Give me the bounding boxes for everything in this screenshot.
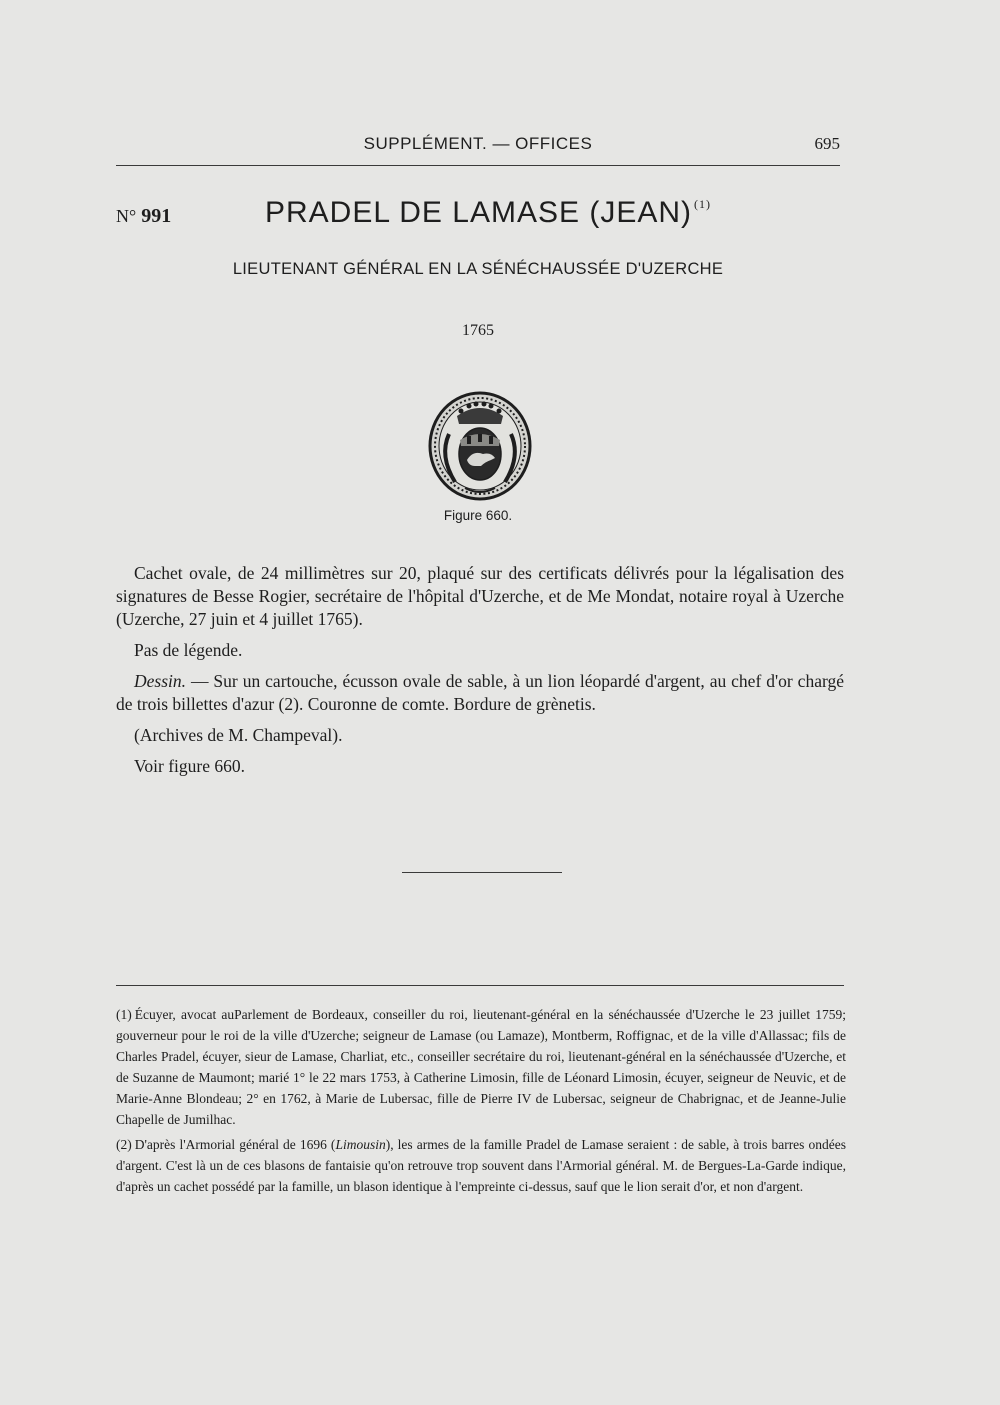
entry-number-prefix: N° xyxy=(116,206,137,226)
running-title: SUPPLÉMENT. — OFFICES xyxy=(363,134,593,153)
footnote-rule xyxy=(116,985,844,986)
section-end-rule xyxy=(402,872,562,873)
footnote-2 xyxy=(116,1134,846,1197)
entry-title xyxy=(265,196,711,230)
entry-description xyxy=(116,562,844,778)
description-paragraph: Cachet ovale, de 24 millimètres sur 20, plaqué sur des certificats délivrés pour la légalisation des signatures de Besse Rogier, secrétaire de l'hôpital d'Uzerche, et de Me Mondat, notaire royal à Uzerche (Uzerche, 27 juin et 4 juillet 1765). xyxy=(116,563,844,629)
footnote-2-italic: Limousin xyxy=(335,1137,386,1152)
footnote-1-mark: (1) xyxy=(116,1007,132,1022)
entry-subtitle: LIEUTENANT GÉNÉRAL EN LA SÉNÉCHAUSSÉE D'UZERCHE xyxy=(232,260,724,278)
header-rule xyxy=(116,165,840,166)
figure-caption: Figure 660. xyxy=(443,508,513,523)
entry-title-text: PRADEL DE LAMASE (JEAN) xyxy=(265,196,692,229)
source-note: (Archives de M. Champeval). xyxy=(134,725,343,745)
page-number: 695 xyxy=(814,134,840,153)
design-text: — Sur un cartouche, écusson ovale de sable, à un lion léopardé d'argent, au chef d'or chargé de trois billettes d'azur (2). Couronne de comte. Bordure de grènetis. xyxy=(116,671,844,714)
footnote-1 xyxy=(116,1004,846,1130)
entry-number-value: 991 xyxy=(141,205,172,227)
footnote-2-text-end: ), les armes de la famille Pradel de Lamase seraient : de sable, à trois barres ondées d'argent. C'est là un de ces blasons de fantaisie qu'on retrouve trop souvent dans l'Armorial général. M. de Bergues-La-Garde indique, d'après un cachet possédé par la famille, un blason identique à l'empreinte ci-dessus, sauf que le lion serait d'or, et non d'argent. xyxy=(116,1137,846,1194)
design-paragraph xyxy=(116,670,844,716)
legend-note: Pas de légende. xyxy=(134,640,243,660)
footnote-2-mark: (2) xyxy=(116,1137,132,1152)
footnote-1-text: Écuyer, avocat auParlement de Bordeaux, conseiller du roi, lieutenant-général en la sénéchaussée d'Uzerche le 23 juillet 1759; gouverneur pour le roi de la ville d'Uzerche; seigneur de Lamase (ou Lamaze), Montberm, Roffignac, et de la ville d'Allassac; fils de Charles Pradel, écuyer, sieur de Lamase, Charliat, etc., conseiller secrétaire du roi, lieutenant-général en la sénéchaussée d'Uzerche, et de Suzanne de Maumont; marié 1° le 22 mars 1753, à Catherine Limosin, fille de Léonard Limosin, écuyer, seigneur de Neuvic, et de Marie-Anne Blondeau; 2° en 1762, à Marie de Lubersac, fille de Pierre IV de Lubersac, seigneur de Chabrignac, et de Jeanne-Julie Chapelle de Jumilhac. xyxy=(116,1007,846,1127)
footnotes xyxy=(116,1004,846,1197)
running-head xyxy=(116,134,840,156)
entry-number xyxy=(116,205,171,228)
seal-figure xyxy=(425,386,535,502)
design-label: Dessin. xyxy=(134,671,187,691)
footnote-2-text-start: D'après l'Armorial général de 1696 ( xyxy=(134,1137,336,1152)
figure-reference: Voir figure 660. xyxy=(134,756,245,776)
title-footnote-ref: (1) xyxy=(694,197,711,211)
entry-year: 1765 xyxy=(462,322,494,339)
